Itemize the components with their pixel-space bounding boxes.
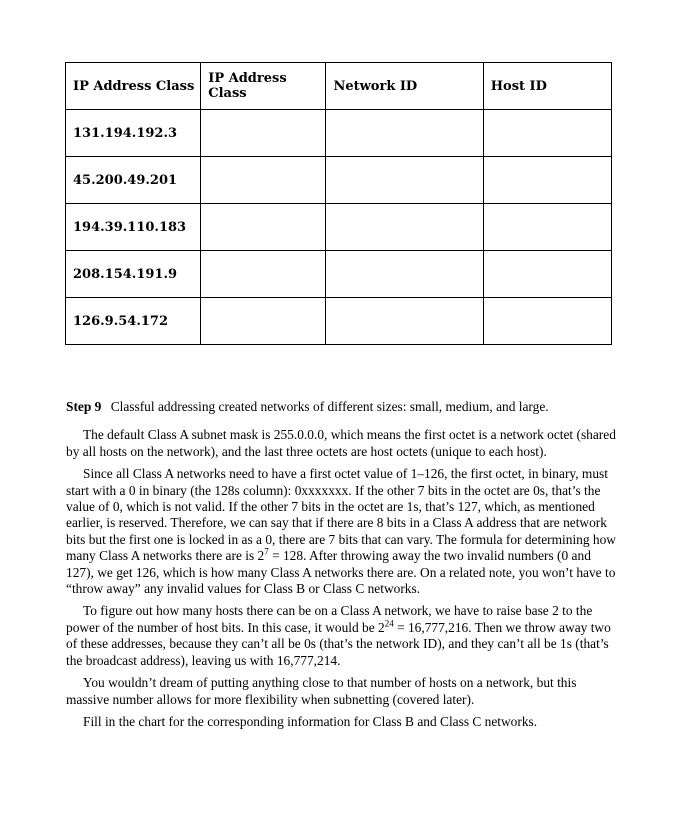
exponent: 7 <box>264 546 269 557</box>
host-id-cell[interactable] <box>483 204 611 251</box>
class-cell[interactable] <box>201 298 326 345</box>
table-row <box>66 204 612 251</box>
class-cell[interactable] <box>201 251 326 298</box>
step-text: Classful addressing created networks of different sizes: small, medium, and large. <box>110 399 549 414</box>
paragraph-subnet-mask: The default Class A subnet mask is 255.0.0.0, which means the first octet is a network octet (shared by all hosts on the network), and the last three octets are host octets (unique to each host). <box>66 427 616 459</box>
paragraph-text: = 16,777,216. Then we throw away two of these addresses, because they can’t all be 0s (that’s the network ID), and they can’t all be 1s (that’s the broadcast address), leaving us with 16,777,214. <box>66 619 611 668</box>
ip-address-cell: 194.39.110.183 <box>66 204 201 251</box>
header-network-id: Network ID <box>326 63 483 110</box>
step-heading <box>66 399 618 415</box>
host-id-cell[interactable] <box>483 251 611 298</box>
host-id-cell[interactable] <box>483 157 611 204</box>
network-id-cell[interactable] <box>326 157 483 204</box>
paragraph-instruction: Fill in the chart for the corresponding information for Class B and Class C networks. <box>83 713 538 729</box>
header-host-id: Host ID <box>483 63 611 110</box>
paragraph-text: To figure out how many hosts there can be on a Class A network, we have to raise base 2 to the power of the number of host bits. In this case, it would be 2 <box>66 603 593 635</box>
network-id-cell[interactable] <box>326 110 483 157</box>
paragraph-flexibility: You wouldn’t dream of putting anything close to that number of hosts on a network, but this massive number allows for more flexibility when subnetting (covered later). <box>66 675 577 707</box>
ip-address-cell: 208.154.191.9 <box>66 251 201 298</box>
ip-address-cell: 45.200.49.201 <box>66 157 201 204</box>
table-row <box>66 157 612 204</box>
header-ip-address-class-2: IP Address Class <box>201 63 326 110</box>
ip-address-table <box>65 62 612 345</box>
exponent: 24 <box>384 618 394 629</box>
table-row <box>66 251 612 298</box>
host-id-cell[interactable] <box>483 298 611 345</box>
table-row <box>66 110 612 157</box>
paragraph-text: = 128. After throwing away the two invalid numbers (0 and 127), we get 126, which is how many Class A networks there are. On a related note, you won’t have to “throw away” any invalid values for Class B or Class C networks. <box>66 548 616 597</box>
network-id-cell[interactable] <box>326 251 483 298</box>
class-cell[interactable] <box>201 157 326 204</box>
paragraph-class-a-hosts <box>66 603 618 669</box>
network-id-cell[interactable] <box>326 298 483 345</box>
table-header-row <box>66 63 612 110</box>
ip-address-cell: 126.9.54.172 <box>66 298 201 345</box>
class-cell[interactable] <box>201 110 326 157</box>
table-row <box>66 298 612 345</box>
ip-address-cell: 131.194.192.3 <box>66 110 201 157</box>
header-ip-address-class: IP Address Class <box>66 63 201 110</box>
paragraph-text: Since all Class A networks need to have a first octet value of 1–126, the first octet, in binary, must start with a 0 in binary (the 128s column): 0xxxxxxx. If the other 7 bits in the octet are 0s, that’s the value of 0, which is not valid. If the other 7 bits in the octet are 1s, that’s 127, which, as mentioned earlier, is reserved. Therefore, we can say that if there are 8 bits in a Class A address that are network bits but the first one is locked in as a 0, there are 7 bits that can vary. The formula for determining how many Class A networks there are is 2 <box>66 466 616 564</box>
paragraph-class-a-networks <box>66 466 618 597</box>
network-id-cell[interactable] <box>326 204 483 251</box>
step-label: Step 9 <box>66 399 102 414</box>
body-text <box>66 399 618 736</box>
host-id-cell[interactable] <box>483 110 611 157</box>
class-cell[interactable] <box>201 204 326 251</box>
